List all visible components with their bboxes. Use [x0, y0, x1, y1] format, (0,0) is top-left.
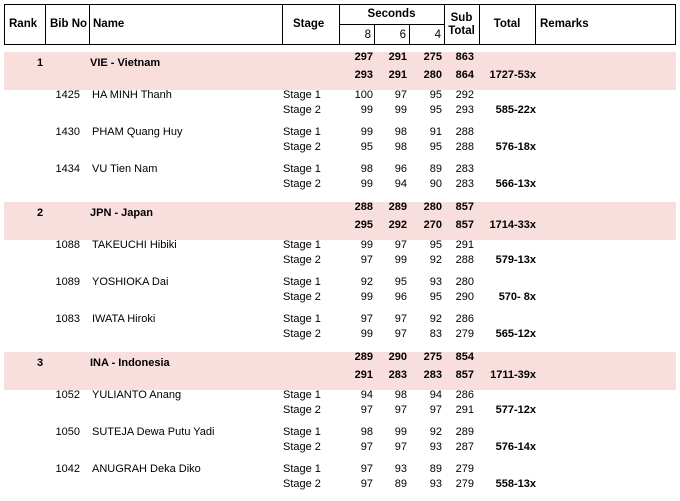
athlete-score-stage-2: 291 [455, 404, 474, 416]
athlete-score-stage-2: 83 [429, 328, 442, 340]
header-name: Name [93, 18, 125, 30]
header-stage: Stage [293, 18, 325, 30]
header-sub-total: Total [448, 25, 475, 37]
athlete-stage-1: Stage 1 [283, 89, 321, 101]
athlete-stage-2: Stage 2 [283, 404, 321, 416]
athlete-score-stage-1: 91 [429, 126, 442, 138]
athlete-name: YOSHIOKA Dai [92, 276, 169, 288]
athlete-score-stage-1: 97 [394, 239, 407, 251]
athlete-stage-1: Stage 1 [283, 239, 321, 251]
team-score-row1: 291 [388, 51, 407, 63]
col-border [675, 4, 676, 45]
athlete-stage-1: Stage 1 [283, 389, 321, 401]
athlete-score-stage-2: 288 [455, 141, 474, 153]
team-score-row2: 283 [423, 369, 442, 381]
athlete-score-stage-2: 97 [360, 254, 373, 266]
athlete-stage-2: Stage 2 [283, 141, 321, 153]
athlete-score-stage-2: 97 [360, 404, 373, 416]
athlete-score-stage-2: 97 [360, 441, 373, 453]
athlete-name: VU Tien Nam [92, 163, 158, 175]
athlete-stage-2: Stage 2 [283, 178, 321, 190]
athlete-bib: 1052 [55, 389, 80, 401]
header-rank: Rank [9, 18, 38, 30]
athlete-name: PHAM Quang Huy [92, 126, 183, 138]
athlete-score-stage-2: 279 [455, 478, 474, 490]
col-border [45, 4, 46, 45]
athlete-stage-2: Stage 2 [283, 104, 321, 116]
athlete-score-stage-2: 90 [429, 178, 442, 190]
seconds-divider [339, 24, 444, 25]
header-bottom-border [4, 44, 676, 45]
athlete-score-stage-1: 289 [455, 426, 474, 438]
athlete-score-stage-1: 286 [455, 389, 474, 401]
athlete-score-stage-1: 92 [360, 276, 373, 288]
team-score-row2: 270 [423, 219, 442, 231]
team-score-row2: 291 [388, 69, 407, 81]
athlete-stage-2: Stage 2 [283, 291, 321, 303]
athlete-score-stage-1: 280 [455, 276, 474, 288]
athlete-score-stage-2: 98 [394, 141, 407, 153]
header-sub: Sub [450, 12, 473, 24]
athlete-score-stage-2: 97 [394, 328, 407, 340]
athlete-score-stage-1: 95 [429, 239, 442, 251]
athlete-stage-1: Stage 1 [283, 426, 321, 438]
athlete-score-stage-1: 279 [455, 463, 474, 475]
athlete-score-stage-1: 93 [429, 276, 442, 288]
athlete-bib: 1042 [55, 463, 80, 475]
team-score-row1: 863 [455, 51, 474, 63]
athlete-name: YULIANTO Anang [92, 389, 182, 401]
athlete-score-stage-2: 93 [429, 441, 442, 453]
athlete-score-stage-1: 98 [394, 389, 407, 401]
athlete-score-stage-1: 89 [429, 463, 442, 475]
athlete-name: ANUGRAH Deka Diko [92, 463, 201, 475]
table-header [4, 4, 676, 44]
athlete-score-stage-2: 97 [394, 441, 407, 453]
team-total: 1727-53x [489, 69, 536, 81]
athlete-score-stage-2: 290 [455, 291, 474, 303]
athlete-score-stage-2: 96 [394, 291, 407, 303]
team-score-row2: 283 [388, 369, 407, 381]
athlete-score-stage-2: 99 [394, 254, 407, 266]
athlete-score-stage-2: 97 [360, 478, 373, 490]
athlete-score-stage-1: 99 [394, 426, 407, 438]
athlete-stage-1: Stage 1 [283, 126, 321, 138]
athlete-score-stage-1: 97 [360, 463, 373, 475]
header-sec-8: 8 [364, 29, 371, 41]
athlete-score-stage-2: 89 [394, 478, 407, 490]
athlete-score-stage-1: 288 [455, 126, 474, 138]
athlete-score-stage-1: 98 [360, 163, 373, 175]
col-border [4, 4, 5, 45]
athlete-score-stage-2: 99 [360, 178, 373, 190]
athlete-score-stage-2: 95 [429, 141, 442, 153]
team-score-row2: 291 [354, 369, 373, 381]
athlete-score-stage-1: 98 [360, 426, 373, 438]
athlete-score-stage-1: 96 [394, 163, 407, 175]
athlete-total: 579-13x [495, 254, 536, 266]
athlete-total: 565-12x [495, 328, 536, 340]
athlete-score-stage-1: 291 [455, 239, 474, 251]
header-bib-no: Bib No [50, 18, 88, 30]
athlete-score-stage-2: 95 [429, 291, 442, 303]
team-score-row1: 275 [423, 351, 442, 363]
team-score-row2: 857 [455, 219, 474, 231]
athlete-stage-1: Stage 1 [283, 276, 321, 288]
athlete-bib: 1089 [55, 276, 80, 288]
team-score-row2: 292 [388, 219, 407, 231]
athlete-score-stage-1: 97 [394, 313, 407, 325]
athlete-score-stage-2: 99 [360, 291, 373, 303]
athlete-score-stage-1: 95 [429, 89, 442, 101]
team-name: INA - Indonesia [90, 357, 170, 369]
team-name: VIE - Vietnam [90, 57, 161, 69]
athlete-score-stage-2: 92 [429, 254, 442, 266]
athlete-bib: 1083 [55, 313, 80, 325]
athlete-total: 558-13x [495, 478, 536, 490]
athlete-score-stage-1: 94 [429, 389, 442, 401]
athlete-score-stage-1: 92 [429, 313, 442, 325]
athlete-score-stage-2: 99 [360, 328, 373, 340]
athlete-score-stage-1: 97 [360, 313, 373, 325]
team-total: 1714-33x [489, 219, 536, 231]
athlete-score-stage-1: 89 [429, 163, 442, 175]
athlete-total: 570- 8x [498, 291, 536, 303]
athlete-score-stage-1: 99 [360, 239, 373, 251]
header-remarks: Remarks [540, 18, 589, 30]
athlete-score-stage-2: 288 [455, 254, 474, 266]
athlete-total: 576-18x [495, 141, 536, 153]
athlete-score-stage-1: 283 [455, 163, 474, 175]
athlete-score-stage-2: 95 [360, 141, 373, 153]
athlete-stage-1: Stage 1 [283, 463, 321, 475]
col-border [282, 4, 283, 45]
athlete-score-stage-1: 99 [360, 126, 373, 138]
team-score-row1: 289 [354, 351, 373, 363]
athlete-score-stage-2: 97 [394, 404, 407, 416]
team-rank: 1 [36, 57, 44, 69]
team-score-row1: 290 [388, 351, 407, 363]
athlete-total: 566-13x [495, 178, 536, 190]
athlete-name: TAKEUCHI Hibiki [92, 239, 177, 251]
athlete-total: 577-12x [495, 404, 536, 416]
team-rank: 2 [36, 207, 44, 219]
athlete-score-stage-1: 95 [394, 276, 407, 288]
athlete-name: SUTEJA Dewa Putu Yadi [92, 426, 215, 438]
team-score-row2: 864 [455, 69, 474, 81]
athlete-score-stage-2: 287 [455, 441, 474, 453]
athlete-score-stage-2: 293 [455, 104, 474, 116]
athlete-score-stage-2: 95 [429, 104, 442, 116]
team-score-row2: 295 [354, 219, 373, 231]
athlete-score-stage-1: 286 [455, 313, 474, 325]
header-sec-6: 6 [399, 29, 406, 41]
athlete-bib: 1434 [55, 163, 80, 175]
header-seconds: Seconds [367, 8, 416, 20]
athlete-score-stage-1: 97 [394, 89, 407, 101]
team-score-row2: 293 [354, 69, 373, 81]
team-score-row1: 280 [423, 201, 442, 213]
team-score-row1: 288 [354, 201, 373, 213]
athlete-score-stage-2: 94 [394, 178, 407, 190]
athlete-score-stage-2: 97 [429, 404, 442, 416]
col-border [89, 4, 90, 45]
athlete-total: 576-14x [495, 441, 536, 453]
team-total: 1711-39x [490, 369, 536, 381]
athlete-stage-2: Stage 2 [283, 441, 321, 453]
athlete-score-stage-1: 292 [455, 89, 474, 101]
team-score-row1: 857 [455, 201, 474, 213]
athlete-stage-1: Stage 1 [283, 313, 321, 325]
athlete-stage-2: Stage 2 [283, 478, 321, 490]
col-border [535, 4, 536, 45]
team-score-row1: 297 [354, 51, 373, 63]
athlete-bib: 1088 [55, 239, 80, 251]
athlete-total: 585-22x [495, 104, 536, 116]
athlete-stage-2: Stage 2 [283, 254, 321, 266]
athlete-score-stage-1: 100 [354, 89, 373, 101]
header-sec-4: 4 [434, 29, 441, 41]
athlete-score-stage-1: 94 [360, 389, 373, 401]
team-name: JPN - Japan [90, 207, 153, 219]
athlete-score-stage-2: 99 [360, 104, 373, 116]
athlete-name: IWATA Hiroki [92, 313, 156, 325]
athlete-bib: 1425 [55, 89, 80, 101]
athlete-stage-2: Stage 2 [283, 328, 321, 340]
team-score-row1: 275 [423, 51, 442, 63]
athlete-score-stage-2: 99 [394, 104, 407, 116]
athlete-bib: 1050 [55, 426, 80, 438]
header-top-border [4, 4, 676, 5]
team-rank: 3 [36, 357, 44, 369]
athlete-score-stage-1: 92 [429, 426, 442, 438]
team-score-row1: 854 [455, 351, 474, 363]
athlete-bib: 1430 [55, 126, 80, 138]
header-total: Total [493, 18, 521, 30]
athlete-score-stage-1: 98 [394, 126, 407, 138]
athlete-score-stage-1: 93 [394, 463, 407, 475]
team-score-row2: 280 [423, 69, 442, 81]
team-score-row2: 857 [455, 369, 474, 381]
athlete-score-stage-2: 279 [455, 328, 474, 340]
athlete-name: HA MINH Thanh [92, 89, 172, 101]
athlete-score-stage-2: 283 [455, 178, 474, 190]
team-score-row1: 289 [388, 201, 407, 213]
athlete-stage-1: Stage 1 [283, 163, 321, 175]
athlete-score-stage-2: 93 [429, 478, 442, 490]
